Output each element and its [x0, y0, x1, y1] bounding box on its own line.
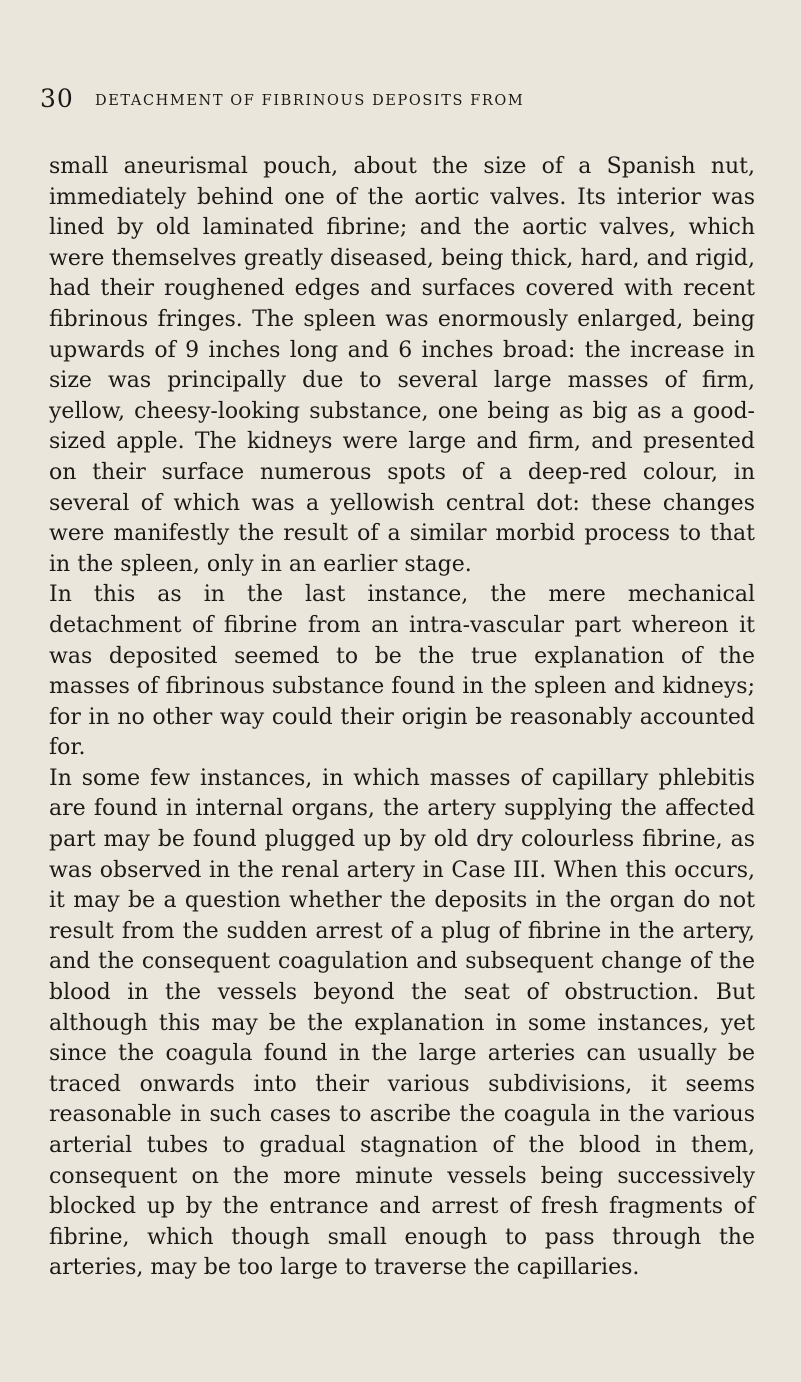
page-header — [40, 84, 760, 124]
running-head: DETACHMENT OF FIBRINOUS DEPOSITS FROM — [95, 93, 525, 109]
paragraph: small aneurismal pouch, about the size of a Spanish nut, immediately behind one of the aortic valves. Its interior was lined by old laminated fibrine; and the aortic valves, which were themselves greatly diseased, being thick, hard, and rigid, had their roughened edges and surfaces covered with recent fibrinous fringes. The spleen was enormously enlarged, being upwards of 9 inches long and 6 inches broad: the increase in size was principally due to several large masses of firm, yellow, cheesy-looking substance, one being as big as a good-sized apple. The kidneys were large and firm, and presented on their surface numerous spots of a deep-red colour, in several of which was a yellowish central dot: these changes were manifestly the result of a similar morbid process to that in the spleen, only in an earlier stage. — [49, 154, 755, 577]
paragraph: In some few instances, in which masses of capillary phlebitis are found in internal organs, the artery supplying the affected part may be found plugged up by old dry colourless fibrine, as was observed in the renal artery in Case III. When this occurs, it may be a question whether the deposits in the organ do not result from the sudden arrest of a plug of fibrine in the artery, and the consequent coagulation and subsequent change of the blood in the vessels beyond the seat of obstruction. But although this may be the explanation in some instances, yet since the coagula found in the large arteries can usually be traced onwards into their various subdivisions, it seems reasonable in such cases to ascribe the coagula in the various arterial tubes to gradual stagnation of the blood in them, consequent on the more minute vessels being successively blocked up by the entrance and arrest of fresh fragments of fibrine, which though small enough to pass through the arteries, may be too large to traverse the capillaries. — [49, 765, 755, 1281]
paragraph: In this as in the last instance, the mere mechanical detachment of fibrine from an intra-vascular part whereon it was deposited seemed to be the true explanation of the masses of fibrinous substance found in the spleen and kidneys; for in no other way could their origin be reasonably accounted for. — [49, 582, 755, 761]
body-text — [49, 152, 755, 1284]
page-number: 30 — [40, 84, 74, 113]
